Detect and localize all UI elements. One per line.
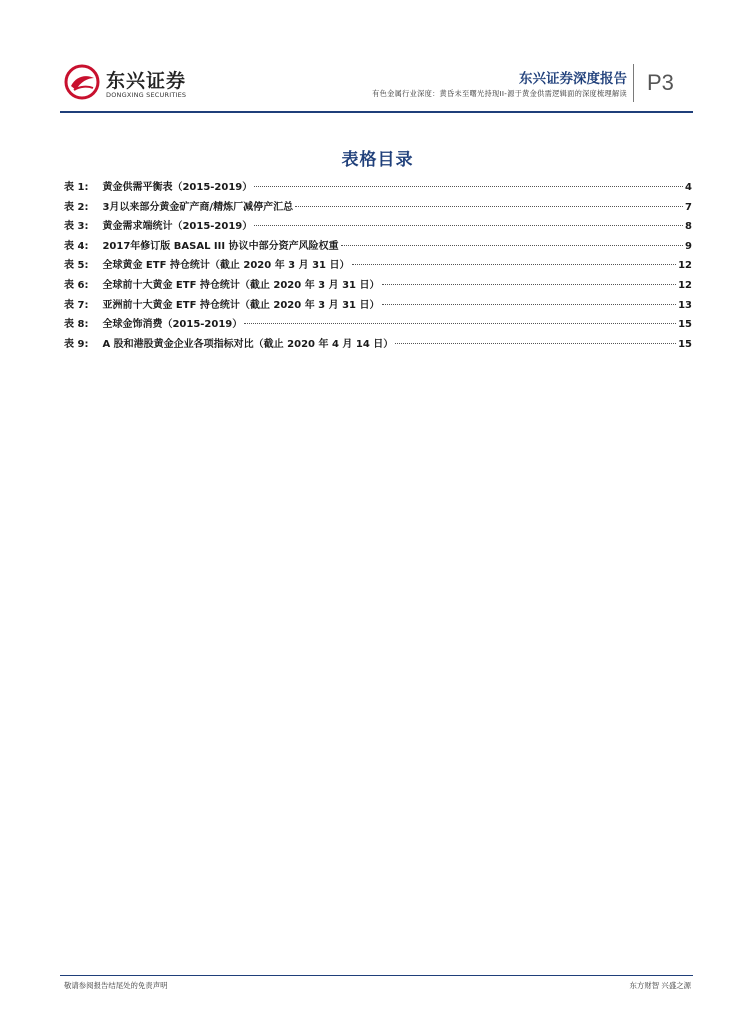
- footer-slogan: 东方财智 兴盛之源: [629, 981, 691, 990]
- toc-item-label: 表 9:: [64, 338, 89, 350]
- logo-chinese-name: 东兴证券: [106, 70, 187, 92]
- toc-item[interactable]: [64, 296, 692, 316]
- toc-item-label: 表 4:: [64, 240, 89, 252]
- toc-item-label: 表 1:: [64, 182, 89, 193]
- toc-item[interactable]: [64, 335, 692, 355]
- toc-item-page: 9: [685, 240, 692, 252]
- toc-item-label: 表 5:: [64, 260, 89, 272]
- page-number: P3: [647, 70, 674, 95]
- toc-item[interactable]: [64, 237, 692, 257]
- toc-item-label: 表 3:: [64, 221, 89, 233]
- toc-item-title: 亚洲前十大黄金 ETF 持仓统计（截止 2020 年 3 月 31 日）: [102, 299, 380, 311]
- toc-item-page: 15: [678, 319, 692, 331]
- toc-item-label: 表 2:: [64, 201, 89, 213]
- toc-item-title: 黄金供需平衡表（2015-2019）: [102, 182, 253, 193]
- toc-item-title: 2017年修订版 BASAL III 协议中部分资产风险权重: [102, 240, 339, 252]
- toc-leader-dots: [395, 343, 676, 344]
- toc-leader-dots: [295, 206, 683, 207]
- header-rule: [60, 111, 693, 113]
- logo-english-name: DONGXING SECURITIES: [106, 91, 187, 99]
- toc-item[interactable]: [64, 198, 692, 218]
- toc-item-page: 15: [678, 338, 692, 350]
- toc-leader-dots: [382, 304, 677, 305]
- toc-item-title: 全球金饰消费（2015-2019）: [102, 319, 243, 331]
- toc-item[interactable]: [64, 256, 692, 276]
- report-title: 东兴证券深度报告: [519, 71, 627, 87]
- toc-item-title: 全球黄金 ETF 持仓统计（截止 2020 年 3 月 31 日）: [102, 260, 350, 272]
- toc-item-page: 13: [678, 299, 692, 311]
- toc-leader-dots: [352, 264, 677, 265]
- toc-item-page: 7: [685, 201, 692, 213]
- toc-item[interactable]: [64, 178, 692, 198]
- toc-item-title: A 股和港股黄金企业各项指标对比（截止 2020 年 4 月 14 日）: [102, 338, 394, 350]
- toc-item-page: 12: [678, 279, 692, 291]
- footer-rule: [60, 975, 693, 976]
- page-header: [0, 0, 755, 120]
- dongxing-logo-icon: [64, 64, 100, 100]
- company-logo: [64, 64, 204, 104]
- report-subtitle: 有色金属行业深度：黄昏未至曙光持现II-源于黄金供需逻辑面的深度梳理解读: [372, 89, 627, 98]
- header-divider: [633, 64, 634, 102]
- toc-leader-dots: [382, 284, 677, 285]
- toc-item-page: 12: [678, 260, 692, 272]
- toc-item[interactable]: [64, 315, 692, 335]
- toc-item-title: 3月以来部分黄金矿产商/精炼厂减停产汇总: [102, 201, 294, 213]
- toc-heading: 表格目录: [341, 150, 414, 170]
- toc-leader-dots: [254, 186, 683, 187]
- table-of-tables: [64, 178, 692, 354]
- toc-item-page: 4: [685, 182, 692, 193]
- toc-item-label: 表 8:: [64, 319, 89, 331]
- toc-leader-dots: [341, 245, 683, 246]
- toc-leader-dots: [244, 323, 676, 324]
- toc-item[interactable]: [64, 217, 692, 237]
- toc-item[interactable]: [64, 276, 692, 296]
- toc-leader-dots: [254, 225, 683, 226]
- toc-item-page: 8: [685, 221, 692, 233]
- toc-item-title: 黄金需求端统计（2015-2019）: [102, 221, 253, 233]
- toc-item-label: 表 7:: [64, 299, 89, 311]
- toc-item-title: 全球前十大黄金 ETF 持仓统计（截止 2020 年 3 月 31 日）: [102, 279, 380, 291]
- footer-disclaimer: 敬请参阅报告结尾处的免责声明: [64, 981, 168, 990]
- toc-item-label: 表 6:: [64, 279, 89, 291]
